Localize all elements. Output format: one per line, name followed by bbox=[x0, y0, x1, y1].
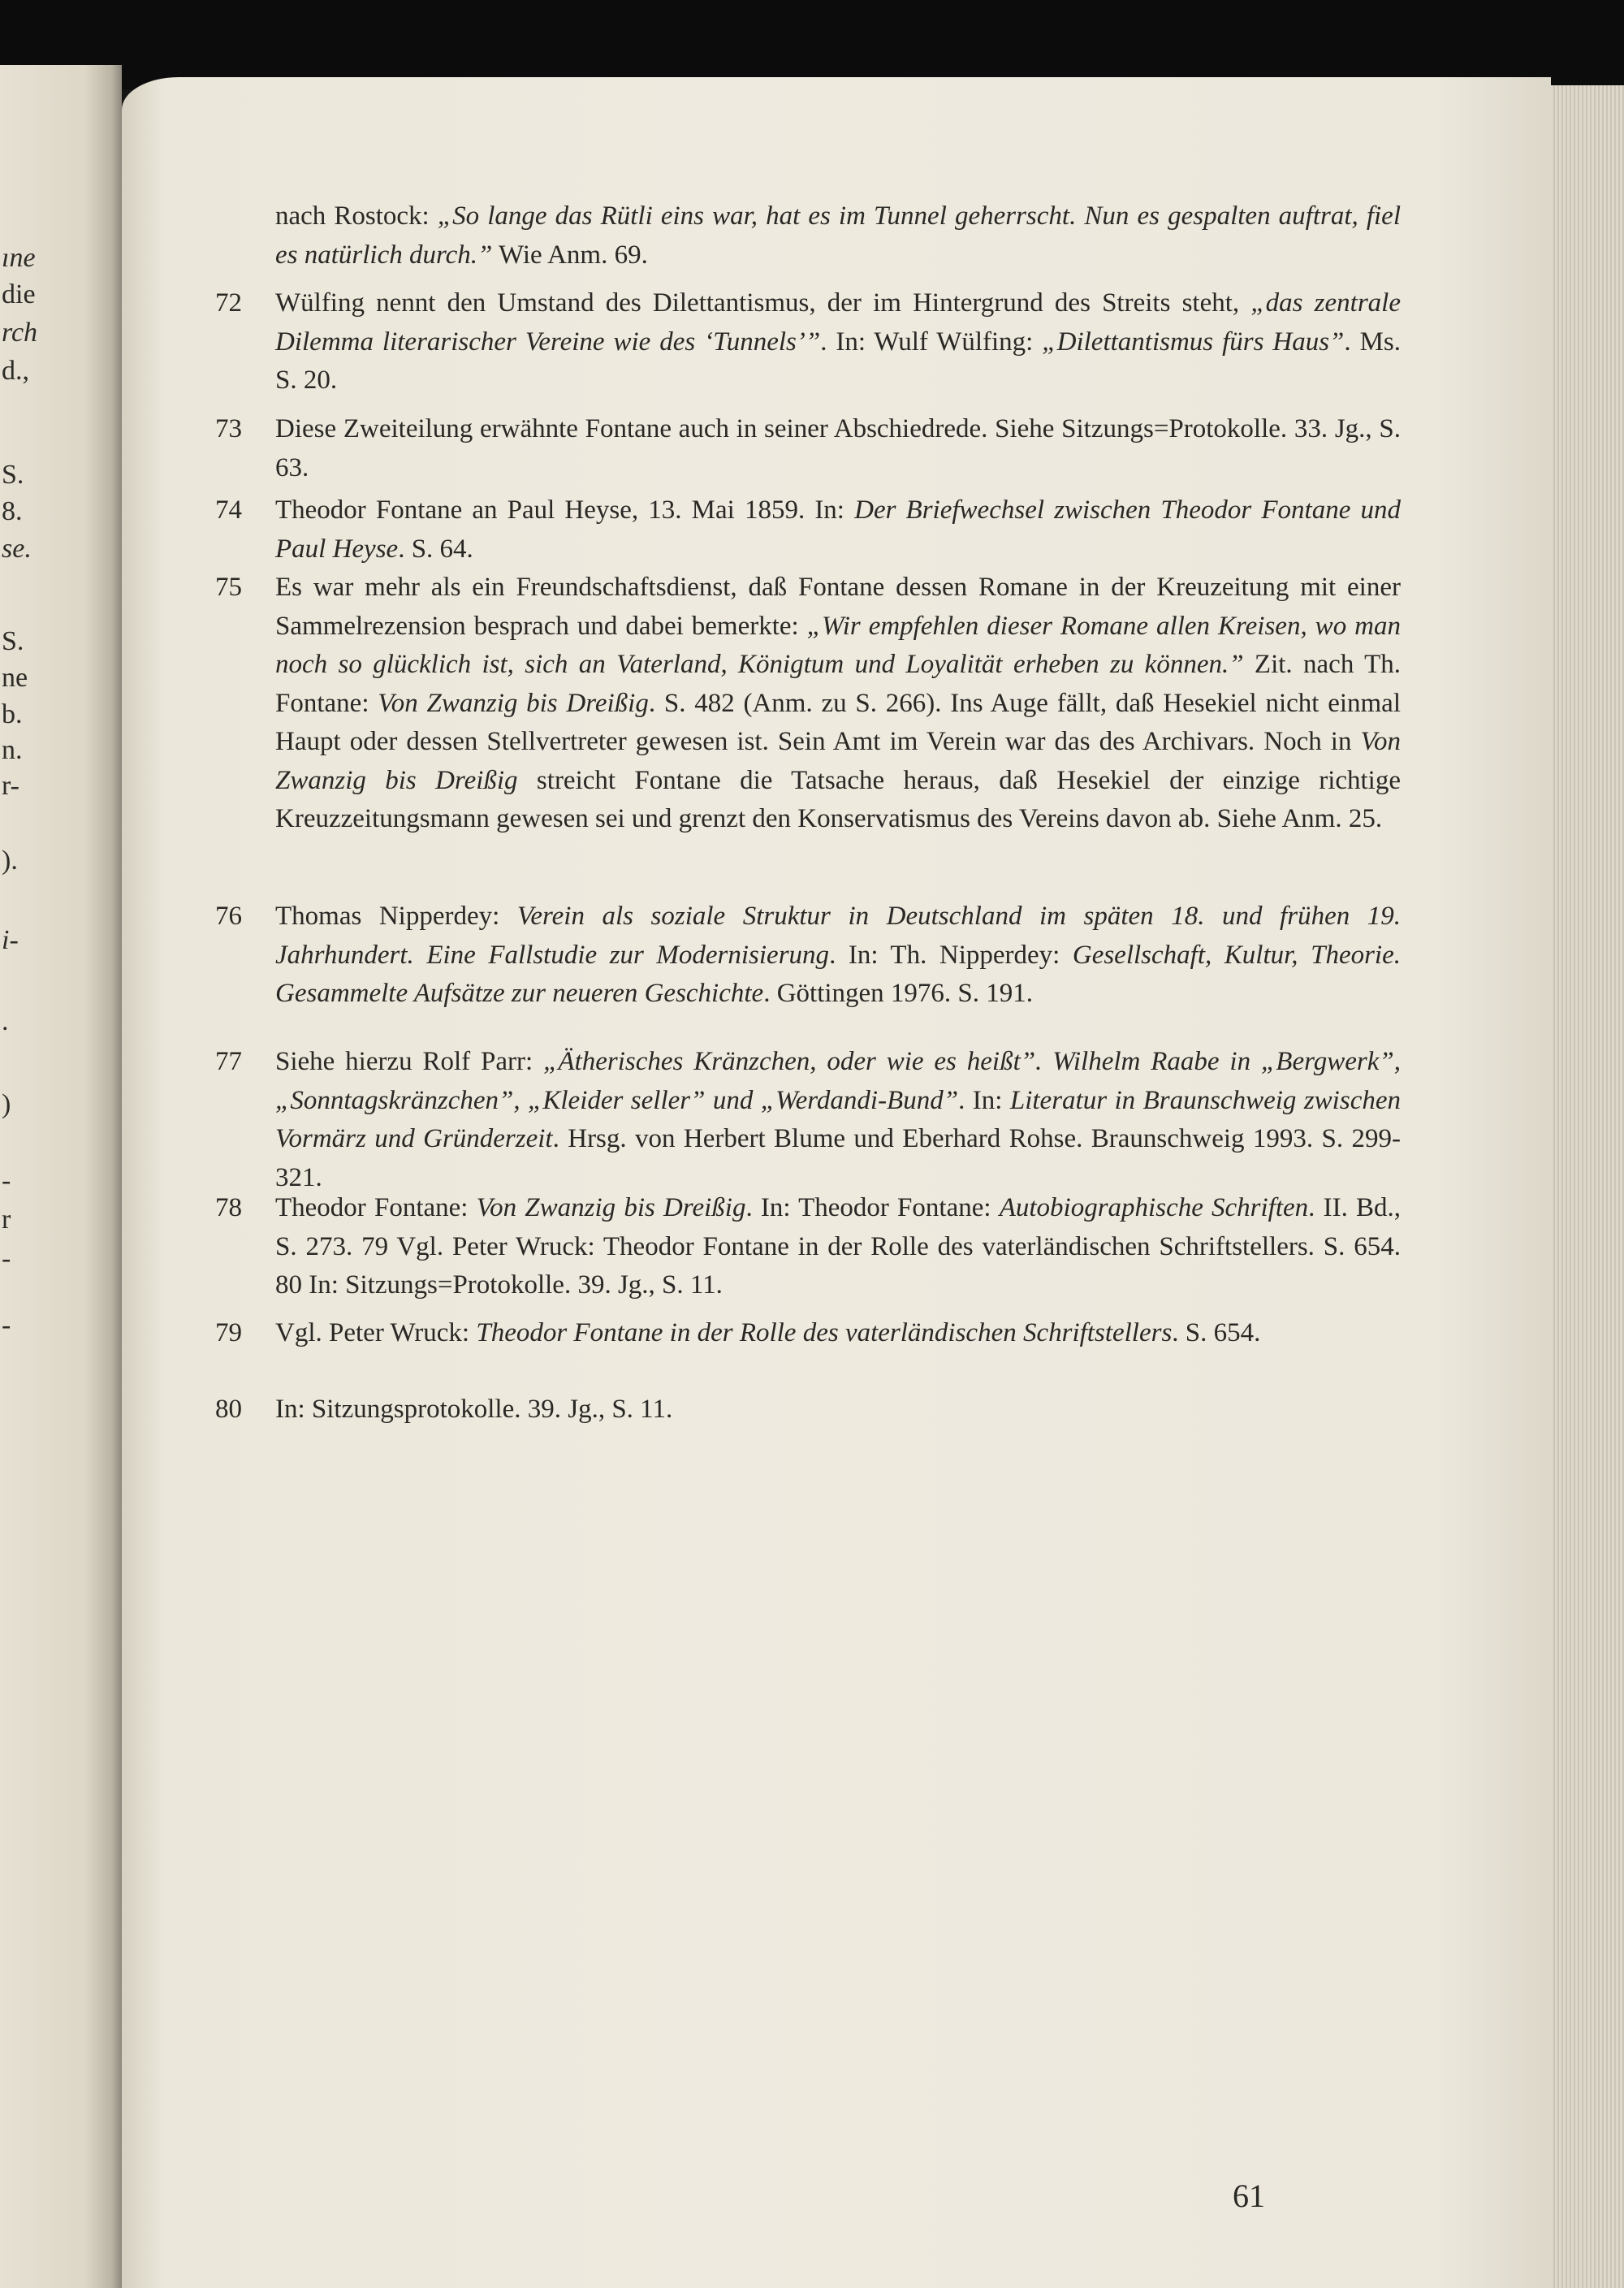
footnote-run: Theodor Fontane an Paul Heyse, 13. Mai 1859. In: bbox=[275, 495, 855, 525]
footnote-number: 76 bbox=[215, 902, 242, 931]
facing-page-fragment: ne bbox=[2, 663, 28, 693]
footnote-italic-run: „Ätherisches Kränzchen, oder wie es heißt”. Wilhelm Raabe in „Bergwerk”, „Sonntagskränzchen”, „Kleider seller” und „Werdandi-Bund” bbox=[275, 1047, 1401, 1115]
footnote-run: Vgl. Peter Wruck: bbox=[275, 1318, 477, 1347]
facing-page-fragment: ) bbox=[2, 1089, 11, 1119]
facing-page-fragment: ıne bbox=[2, 243, 36, 273]
footnote-italic-run: Literatur in Braunschweig zwischen Vormärz und Gründerzeit bbox=[275, 1085, 1401, 1153]
footnote-run: . Ms. S. 20. bbox=[275, 327, 1402, 395]
facing-page-fragment: S. bbox=[2, 460, 24, 490]
footnote-run: . S. 64. bbox=[398, 534, 473, 564]
page-number: 61 bbox=[1233, 2178, 1265, 2214]
footnote-run: streicht Fontane die Tatsache heraus, daß Hesekiel der einzige richtige Kreuzzeitungsmann gewesen sei und grenzt den Konservatismus des Vereins davon ab. Siehe Anm. 25. bbox=[275, 765, 1402, 833]
footnote-number: 78 bbox=[215, 1193, 242, 1222]
facing-page-fragment: - bbox=[2, 1310, 11, 1340]
facing-page-fragment: S. bbox=[2, 626, 24, 656]
footnote-number: 80 bbox=[215, 1395, 242, 1424]
footnote-text bbox=[275, 410, 1401, 487]
footnote-text bbox=[275, 1043, 1401, 1197]
footnote-italic-run: „das zentrale Dilemma literarischer Vereine wie des ‘Tunnels’” bbox=[275, 288, 1401, 357]
facing-page-fragment: - bbox=[2, 1166, 11, 1196]
footnote-italic-run: Autobiographische Schriften bbox=[999, 1193, 1309, 1222]
facing-page-fragment: ). bbox=[2, 846, 18, 876]
footnote-run: . Göttingen 1976. S. 191. bbox=[763, 979, 1034, 1008]
footnote-number: 72 bbox=[215, 288, 242, 318]
facing-page-fragment: d., bbox=[2, 356, 29, 386]
footnote-italic-run: Von Zwanzig bis Dreißig bbox=[378, 688, 649, 718]
footnote-text bbox=[275, 569, 1401, 839]
footnote-number: 77 bbox=[215, 1047, 242, 1076]
footnote-number: 74 bbox=[215, 495, 242, 525]
facing-page-fragment: i- bbox=[2, 925, 19, 955]
footnote-italic-run: „So lange das Rütli eins war, hat es im Tunnel geherrscht. Nun es gespalten auftrat, fiel es natürlich durch.” bbox=[275, 201, 1401, 270]
footnote-italic-run: Gesellschaft, Kultur, Theorie. Gesammelte Aufsätze zur neueren Geschichte bbox=[275, 940, 1401, 1008]
footnote-run: Zit. nach Th. Fontane: bbox=[275, 650, 1401, 718]
footnote-text bbox=[275, 1314, 1401, 1353]
footnote-run: Siehe hierzu Rolf Parr: bbox=[275, 1047, 544, 1076]
footnote-italic-run: Der Briefwechsel zwischen Theodor Fontane und Paul Heyse bbox=[275, 495, 1401, 564]
facing-page-fragment: 8. bbox=[2, 496, 23, 526]
footnote-run: . In: Th. Nipperdey: bbox=[829, 940, 1073, 970]
footnote-run: Theodor Fontane: bbox=[275, 1193, 477, 1222]
footnote-run: . S. 482 (Anm. zu S. 266). Ins Auge fällt, daß Hesekiel nicht einmal Haupt oder dessen Stellvertreter gewesen ist. Sein Amt im Verein war das des Archivars. Noch in bbox=[275, 688, 1401, 756]
footnote-run: . S. 654. bbox=[1172, 1318, 1261, 1347]
footnote-run: . II. Bd., S. 273. 79 Vgl. Peter Wruck: Theodor Fontane in der Rolle des vaterländischen Schriftstellers. S. 654. 80 In: Sitzungs=Protokolle. 39. Jg., S. 11. bbox=[275, 1193, 1401, 1300]
footnote-italic-run: Theodor Fontane in der Rolle des vaterländischen Schriftstellers bbox=[476, 1318, 1173, 1347]
footnote-run: . Hrsg. von Herbert Blume und Eberhard Rohse. Braunschweig 1993. S. 299-321. bbox=[275, 1124, 1401, 1192]
footnote-italic-run: Von Zwanzig bis Dreißig bbox=[275, 727, 1401, 795]
footnote-italic-run: Verein als soziale Struktur in Deutschland im späten 18. und frühen 19. Jahrhundert. Eine Fallstudie zur Modernisierung bbox=[275, 902, 1401, 970]
footnote-run: In: Sitzungsprotokolle. 39. Jg., S. 11. bbox=[275, 1395, 673, 1424]
footnote-text bbox=[275, 897, 1401, 1014]
facing-page-fragment: rch bbox=[2, 318, 38, 348]
footnote-number: 79 bbox=[215, 1318, 242, 1347]
footnote-run: nach Rostock: bbox=[275, 201, 438, 231]
footnote-text bbox=[275, 491, 1401, 569]
facing-page-fragment: die bbox=[2, 279, 36, 309]
scan-background bbox=[0, 0, 1624, 89]
facing-page-fragment: b. bbox=[2, 699, 23, 729]
facing-page-fragment: r bbox=[2, 1205, 11, 1235]
footnote-italic-run: „Dilettantismus fürs Haus” bbox=[1042, 327, 1345, 357]
footnote-run: Wülfing nennt den Umstand des Dilettantismus, der im Hintergrund des Streits steht, bbox=[275, 288, 1251, 318]
footnote-italic-run: „Wir empfehlen dieser Romane allen Kreisen, wo man noch so glücklich ist, sich an Vaterland, Königtum und Loyalität erheben zu können.” bbox=[275, 611, 1402, 679]
footnote-number: 75 bbox=[215, 573, 242, 602]
footnote-text bbox=[275, 1391, 1401, 1429]
footnote-run: Es war mehr als ein Freundschaftsdienst, daß Fontane dessen Romane in der Kreuzeitung mit einer Sammelrezension besprach und dabei bemerkte: bbox=[275, 573, 1401, 641]
book-page bbox=[122, 77, 1551, 2288]
facing-page-fragment: - bbox=[2, 1243, 11, 1274]
footnote-run: . In: Wulf Wülfing: bbox=[820, 327, 1043, 357]
footnote-number: 73 bbox=[215, 414, 242, 443]
footnote-run: . In: Theodor Fontane: bbox=[745, 1193, 1000, 1222]
facing-page-fragment: n. bbox=[2, 735, 23, 765]
facing-page-fragment: . bbox=[2, 1006, 9, 1036]
footnote-italic-run: Von Zwanzig bis Dreißig bbox=[476, 1193, 746, 1222]
footnote-run: Wie Anm. 69. bbox=[492, 240, 648, 270]
facing-page-fragment: r- bbox=[2, 771, 19, 801]
footnote-text bbox=[275, 284, 1401, 400]
footnote-text bbox=[275, 1189, 1401, 1305]
facing-page-fragment: se. bbox=[2, 534, 32, 564]
footnote-run: Thomas Nipperdey: bbox=[275, 902, 517, 931]
facing-page-edge bbox=[0, 65, 122, 2288]
footnote-run: Diese Zweiteilung erwähnte Fontane auch in seiner Abschiedrede. Siehe Sitzungs=Protokolle. 33. Jg., S. 63. bbox=[275, 414, 1401, 482]
footnote-text bbox=[275, 197, 1401, 275]
footnote-run: . In: bbox=[958, 1085, 1010, 1115]
